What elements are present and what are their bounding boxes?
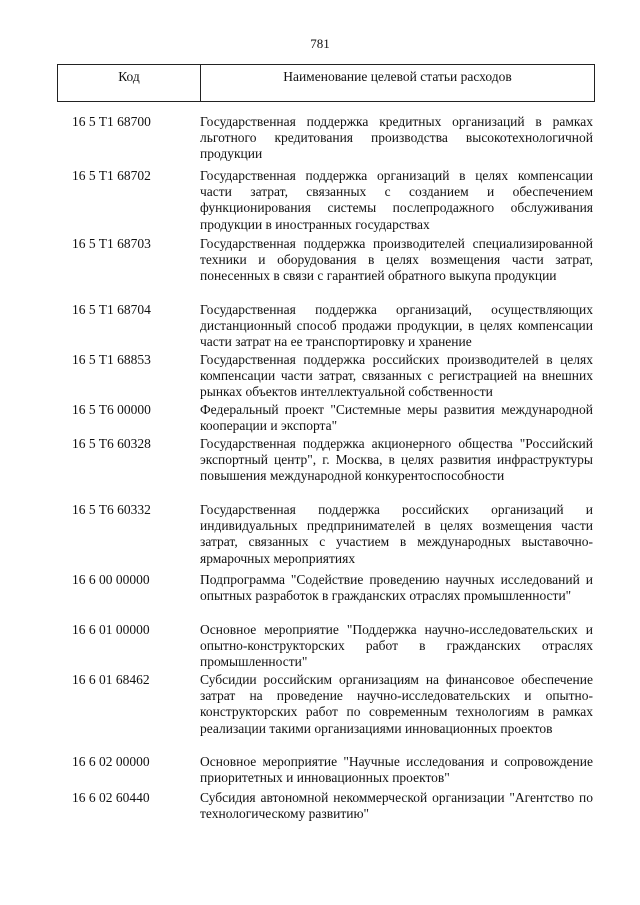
page-number: 781 <box>310 36 330 51</box>
table-row <box>57 352 593 402</box>
row-code: 16 5 T1 68702 <box>72 168 151 183</box>
table-row <box>57 622 593 672</box>
row-name: Государственная поддержка кредитных организаций в рамках льготного кредитования производства высокотехнологичной продукции <box>200 114 593 162</box>
table-header <box>57 64 595 102</box>
row-name: Основное мероприятие "Научные исследования и сопровождение приоритетных и инновационных проектов" <box>200 754 593 786</box>
table-row <box>57 302 593 352</box>
row-code: 16 6 02 00000 <box>72 754 150 769</box>
row-name: Подпрограмма "Содействие проведению научных исследований и опытных разработок в гражданских отраслях промышленности" <box>200 572 593 604</box>
table-row <box>57 502 593 572</box>
row-code: 16 5 T1 68703 <box>72 236 151 251</box>
table-row <box>57 672 593 754</box>
row-name: Государственная поддержка организаций, осуществляющих дистанционный способ продажи продукции, в целях компенсации части затрат на ее транспортировку и хранение <box>200 302 593 350</box>
row-name: Основное мероприятие "Поддержка научно-исследовательских и опытно-конструкторских работ в гражданских отраслях промышленности" <box>200 622 593 670</box>
row-code: 16 6 01 68462 <box>72 672 150 687</box>
table-row <box>57 436 593 502</box>
row-name: Федеральный проект "Системные меры развития международной кооперации и экспорта" <box>200 402 593 434</box>
header-code: Код <box>58 65 201 101</box>
row-code: 16 5 T6 60328 <box>72 436 151 451</box>
row-code: 16 5 T1 68700 <box>72 114 151 129</box>
table-row <box>57 790 593 826</box>
header-name: Наименование целевой статьи расходов <box>283 69 512 84</box>
row-name: Государственная поддержка производителей специализированной техники и оборудования в целях возмещения части затрат, понесенных в связи с гарантией обратного выкупа продукции <box>200 236 593 284</box>
row-code: 16 5 T1 68853 <box>72 352 151 367</box>
row-code: 16 6 01 00000 <box>72 622 150 637</box>
row-name: Государственная поддержка российских производителей в целях компенсации части затрат, связанных с регистрацией на внешних рынках объектов интеллектуальной собственности <box>200 352 593 400</box>
table-body <box>0 114 640 826</box>
table-row <box>57 168 593 236</box>
row-code: 16 5 T6 00000 <box>72 402 151 417</box>
row-name: Субсидии российским организациям на финансовое обеспечение затрат на проведение научно-исследовательских и опытно-конструкторских работ по современным технологиям в рамках реализации такими организациями инновационных проектов <box>200 672 593 736</box>
row-code: 16 5 T6 60332 <box>72 502 151 517</box>
table-row <box>57 236 593 302</box>
row-name: Государственная поддержка организаций в целях компенсации части затрат, связанных с созданием и обеспечением функционирования системы послепродажного обслуживания продукции в иностранных государствах <box>200 168 593 232</box>
row-name: Субсидия автономной некоммерческой организации "Агентство по технологическому развитию" <box>200 790 593 822</box>
row-code: 16 6 02 60440 <box>72 790 150 805</box>
table-row <box>57 402 593 436</box>
table-row <box>57 114 593 168</box>
row-name: Государственная поддержка российских организаций и индивидуальных предпринимателей в целях возмещения части затрат, связанных с участием в международных выставочно-ярмарочных мероприятиях <box>200 502 593 566</box>
row-code: 16 5 T1 68704 <box>72 302 151 317</box>
table-row <box>57 754 593 790</box>
table-row <box>57 572 593 622</box>
row-name: Государственная поддержка акционерного общества "Российский экспортный центр", г. Москва, в целях развития инфраструктуры повышения международной конкурентоспособности <box>200 436 593 484</box>
row-code: 16 6 00 00000 <box>72 572 150 587</box>
